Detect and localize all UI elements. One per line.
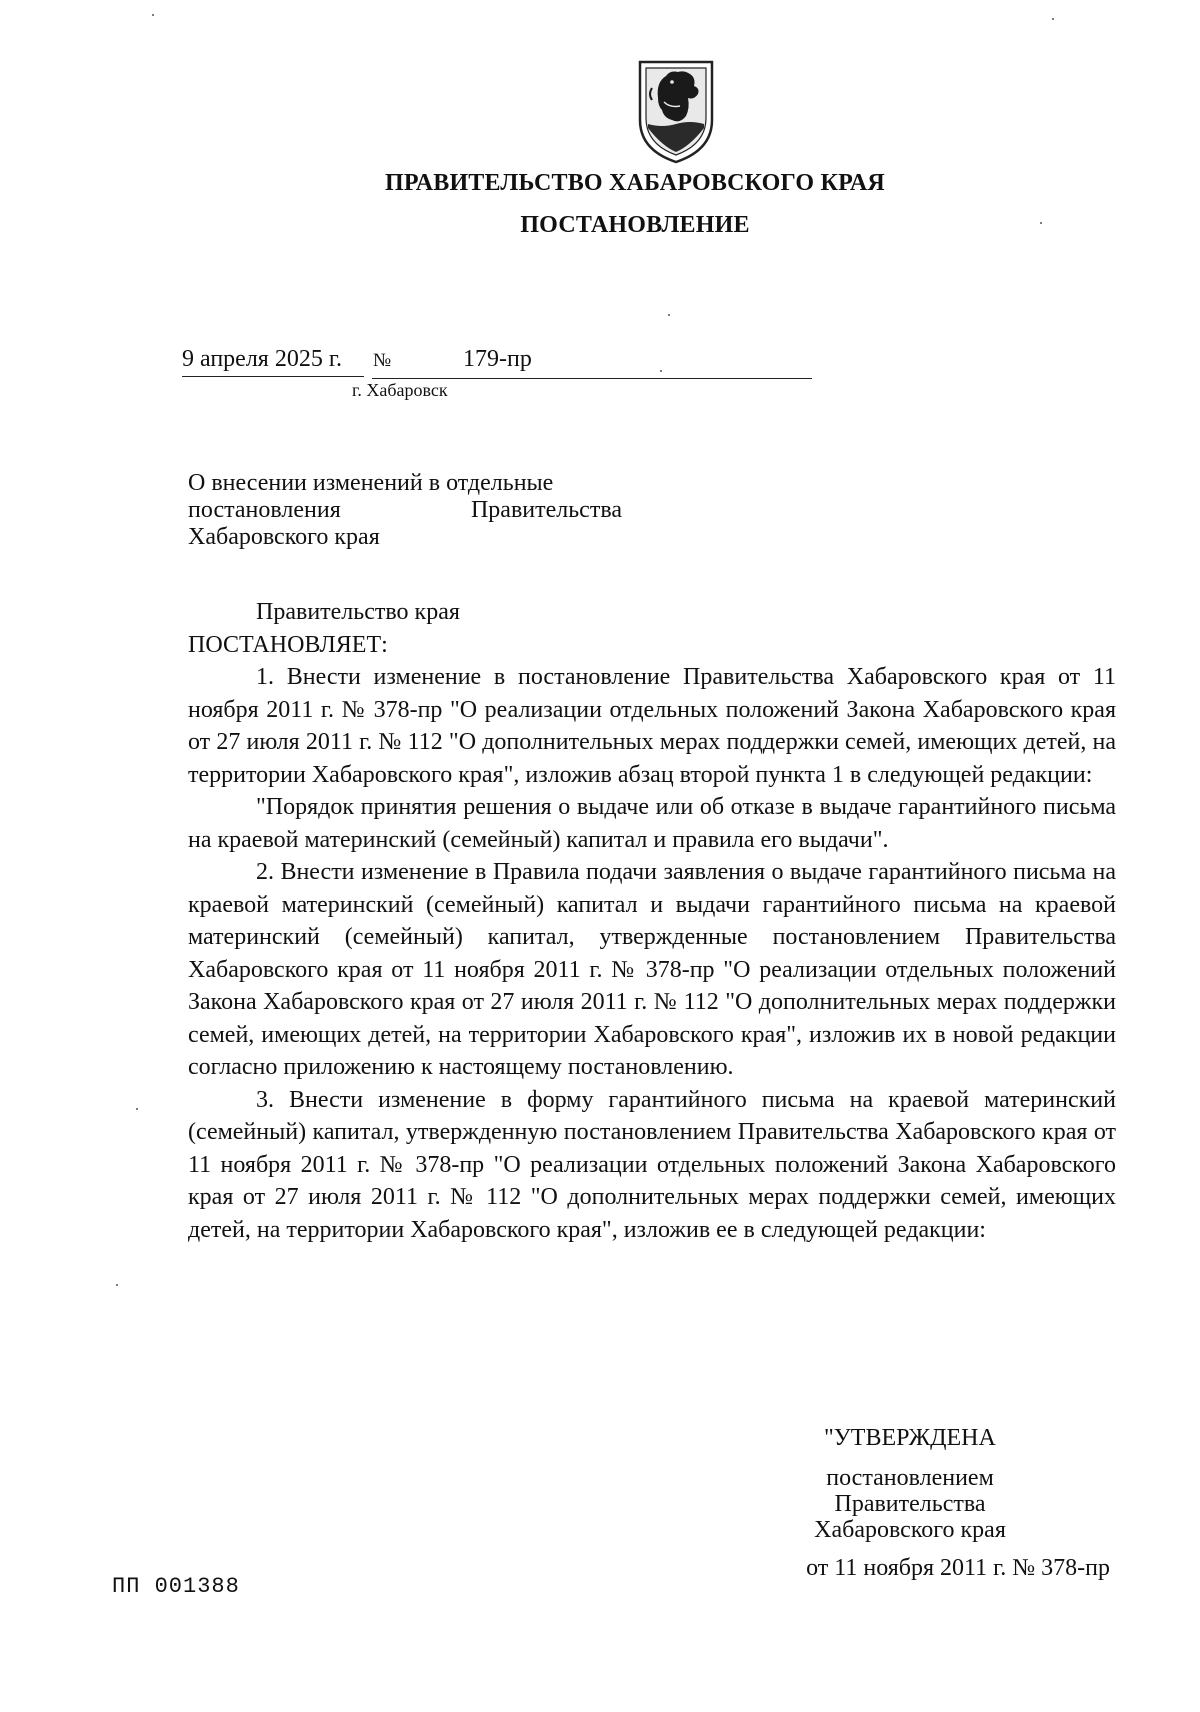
subject-line-3: Хабаровского края <box>188 524 380 550</box>
document-city: г. Хабаровск <box>352 380 448 400</box>
document-type-title: ПОСТАНОВЛЕНИЕ <box>520 212 750 238</box>
approval-line-4: от 11 ноября 2011 г. № 378-пр <box>806 1555 1110 1581</box>
number-underline <box>372 378 812 379</box>
document-date: 9 апреля 2025 г. <box>182 346 342 372</box>
scan-speck <box>152 14 154 16</box>
subject-line-2: постановления Правительства <box>188 497 622 523</box>
paragraph-item-1-quote: "Порядок принятия решения о выдаче или об отказе в выдаче гарантийного письма на краевой материнский (семейный) капитал и правила его выдачи". <box>188 794 1116 853</box>
paragraph-item-1: 1. Внести изменение в постановление Правительства Хабаровского края от 11 ноября 2011 г. № 378-пр "О реализации отдельных положений Закона Хабаровского края от 27 июля 2011 г. № 112 "О дополнительных мерах поддержки семей, имеющих детей, на территории Хабаровского края", изложив абзац второй пункта 1 в следующей редакции: <box>188 664 1116 788</box>
approval-line-3: Хабаровского края <box>814 1517 1006 1543</box>
document-body <box>188 596 1116 1246</box>
organization-title: ПРАВИТЕЛЬСТВО ХАБАРОВСКОГО КРАЯ <box>385 170 885 196</box>
subject-line-1: О внесении изменений в отдельные <box>188 470 554 496</box>
approval-line-2: Правительства <box>834 1491 986 1517</box>
scan-speck <box>668 314 670 316</box>
scan-speck <box>136 1108 138 1110</box>
document-subject <box>188 470 622 551</box>
government-line: Правительство края <box>256 599 460 625</box>
scan-speck <box>1052 18 1054 20</box>
paragraph-item-2: 2. Внести изменение в Правила подачи заявления о выдаче гарантийного письма на краевой материнский (семейный) капитал и выдачи гарантийного письма на краевой материнский (семейный) капитал, утвержденные постановлением Правительства Хабаровского края от 11 ноября 2011 г. № 378-пр "О реализации отдельных положений Закона Хабаровского края от 27 июля 2011 г. № 112 "О дополнительных мерах поддержки семей, имеющих детей, на территории Хабаровского края", изложив их в новой редакции согласно приложению к настоящему постановлению. <box>188 859 1116 1080</box>
number-sign: № <box>373 350 392 371</box>
date-underline <box>182 376 364 377</box>
scan-speck <box>116 1284 118 1286</box>
scan-speck <box>1040 222 1042 224</box>
approval-line-1: постановлением <box>826 1465 994 1491</box>
khabarovsk-coat-of-arms-icon <box>634 58 718 166</box>
document-number: 179-пр <box>463 346 532 372</box>
scan-speck <box>660 370 662 372</box>
form-code: ПП 001388 <box>112 1574 240 1599</box>
decrees-line: ПОСТАНОВЛЯЕТ: <box>188 631 388 658</box>
approval-heading: "УТВЕРЖДЕНА <box>824 1425 996 1451</box>
paragraph-item-3: 3. Внести изменение в форму гарантийного письма на краевой материнский (семейный) капитал, утвержденную постановлением Правительства Хабаровского края от 11 ноября 2011 г. № 378-пр "О реализации отдельных положений Закона Хабаровского края от 27 июля 2011 г. № 112 "О дополнительных мерах поддержки семей, имеющих детей, на территории Хабаровского края", изложив ее в следующей редакции: <box>188 1086 1116 1243</box>
